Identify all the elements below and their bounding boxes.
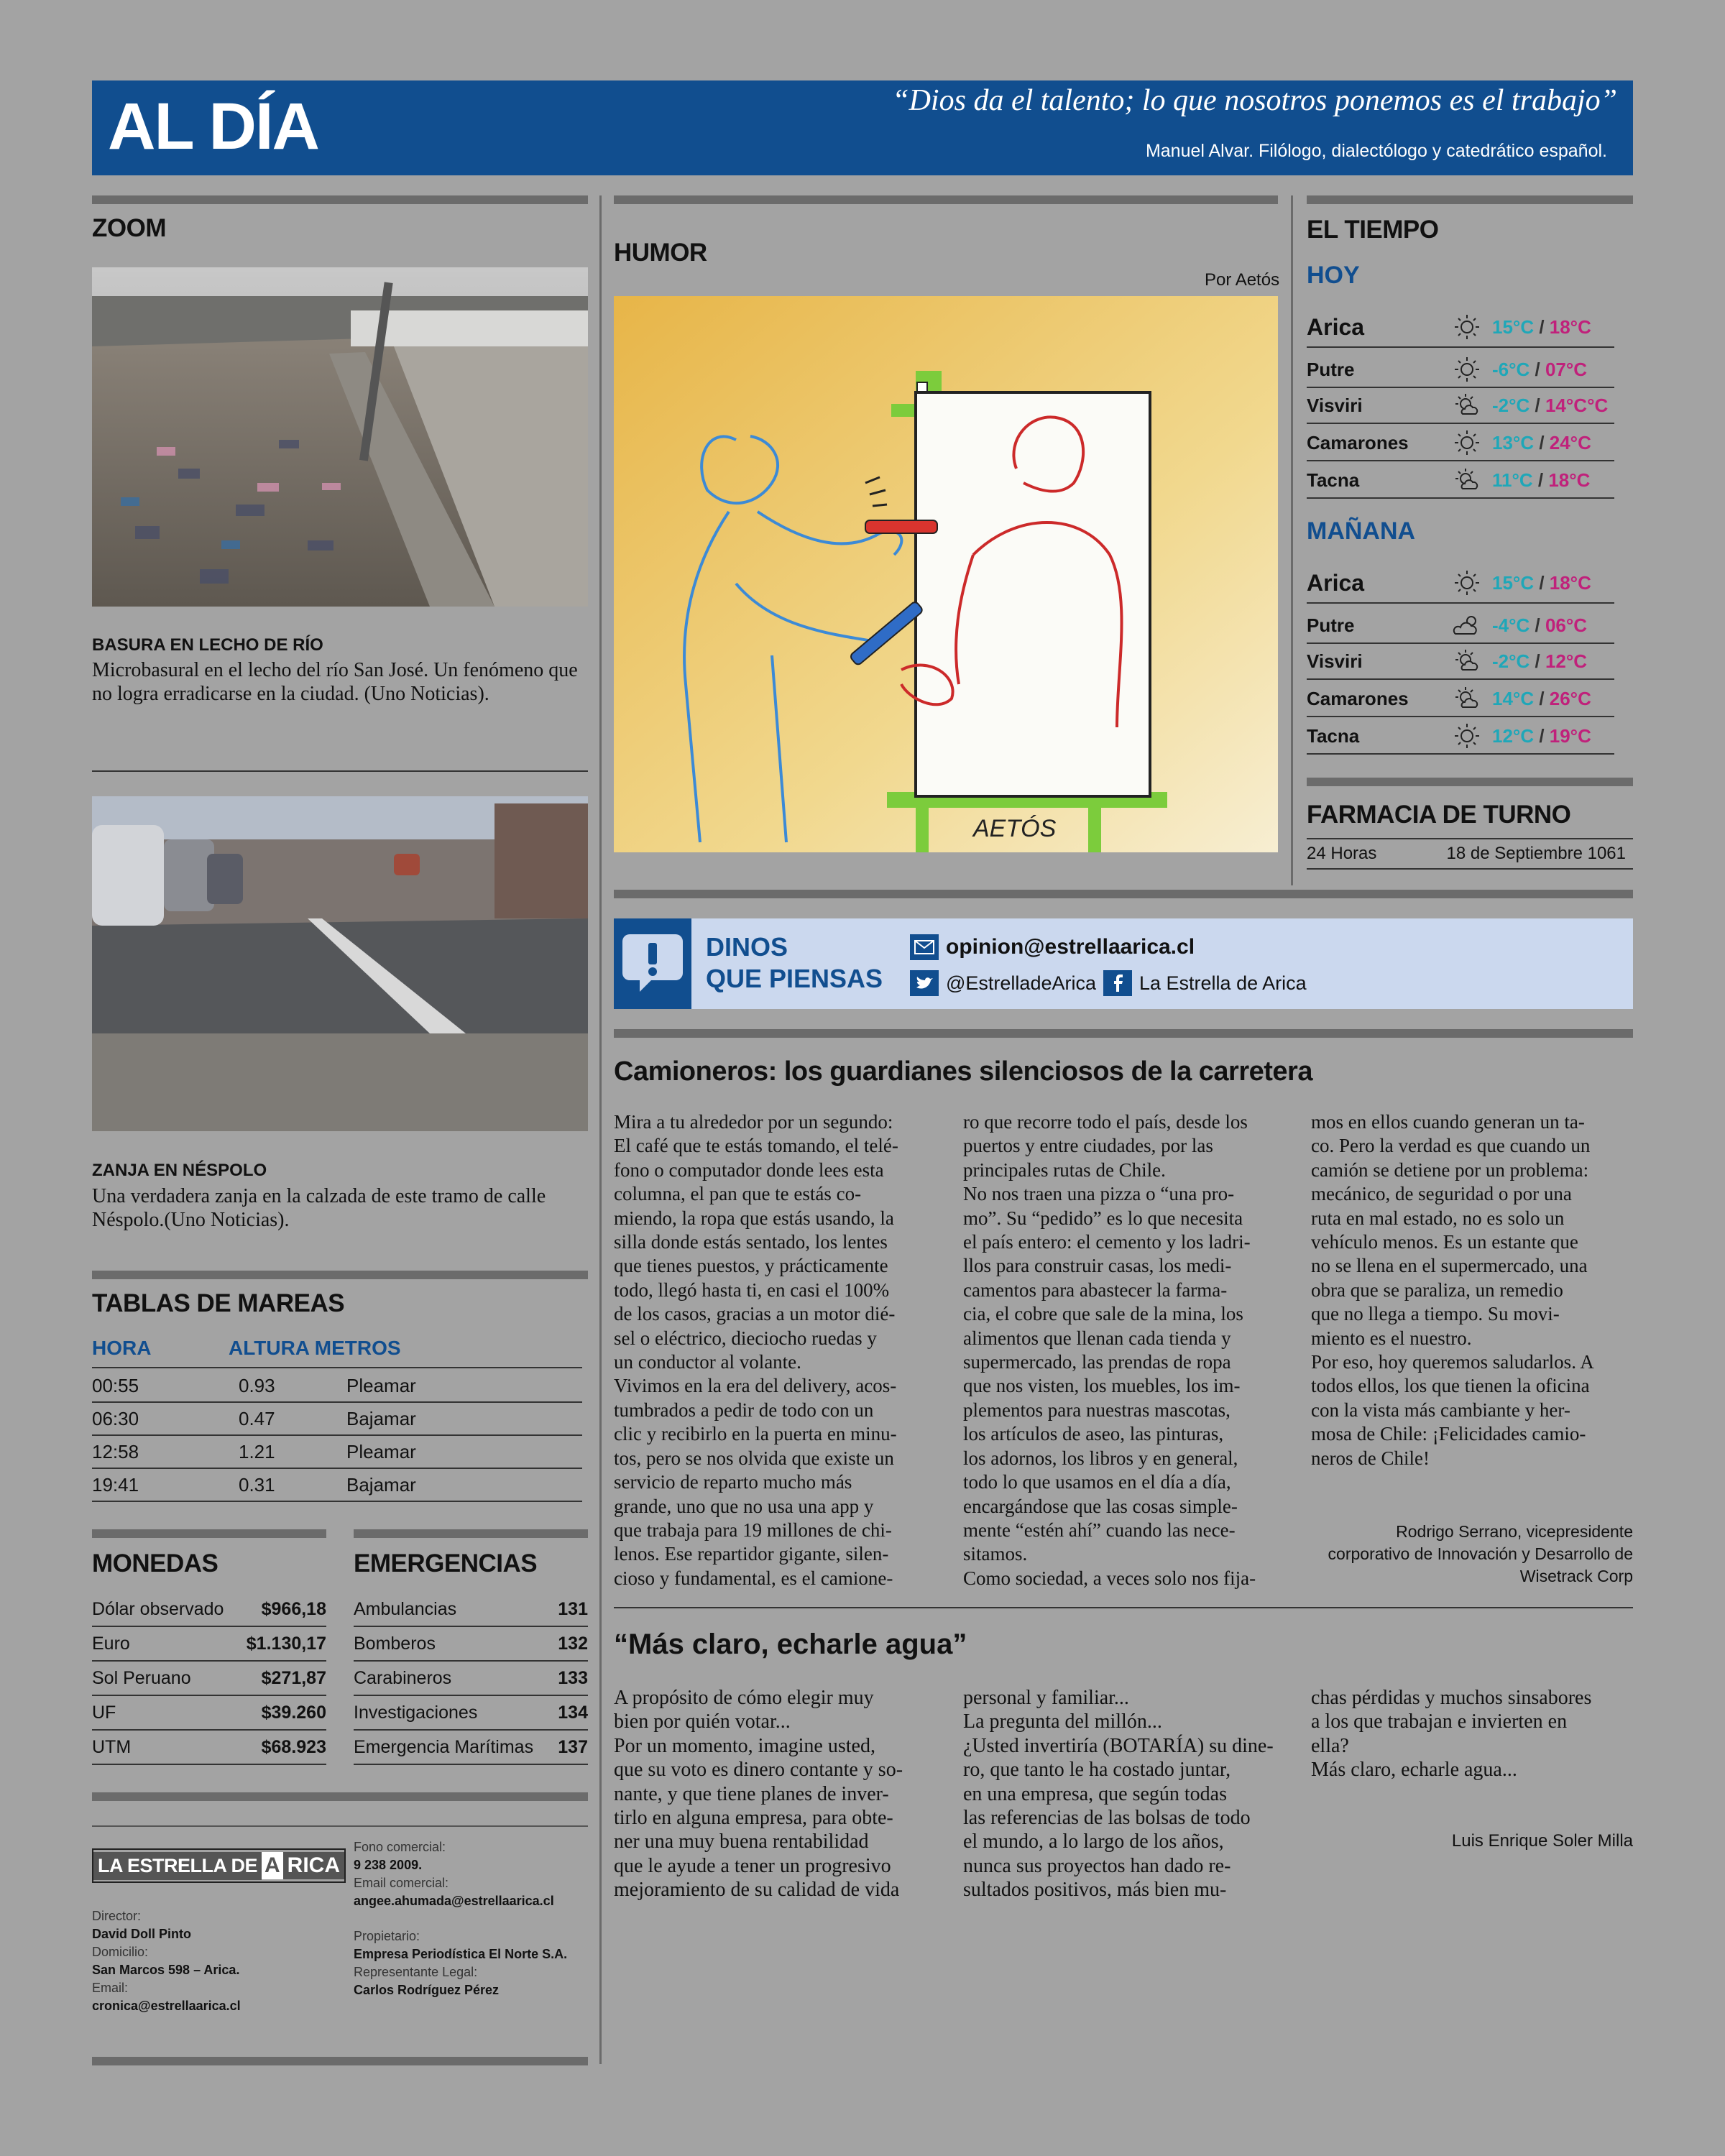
divider <box>92 770 588 772</box>
propietario: Empresa Periodística El Norte S.A. <box>354 1947 568 1961</box>
section-bar <box>354 1529 588 1538</box>
sun-cloud-icon <box>1450 466 1484 494</box>
twitter-icon[interactable] <box>910 970 939 996</box>
tide-hora: 12:58 <box>92 1440 139 1462</box>
director-label: Director: <box>92 1909 142 1923</box>
weather-row: Putre -4°C / 06°C <box>1307 608 1614 644</box>
header-quote-author: Manuel Alvar. Filólogo, dialectólogo y catedrático español. <box>1145 141 1607 161</box>
emergency-name: Investigaciones <box>354 1702 478 1723</box>
section-bar <box>1307 195 1633 204</box>
divider <box>1307 838 1633 839</box>
photo2-caption-body: Una verdadera zanja en la calzada de este tramo de calle Néspolo.(Uno Noticias). <box>92 1185 546 1231</box>
tides-col-hora: HORA <box>92 1337 152 1359</box>
tide-tipo: Pleamar <box>346 1374 416 1396</box>
tide-hora: 00:55 <box>92 1374 139 1396</box>
divider <box>92 1367 582 1368</box>
currency-row <box>92 1662 326 1696</box>
temp-min: 14°C <box>1492 687 1535 709</box>
weather-row: Putre -6°C / 07°C <box>1307 352 1614 388</box>
temp-min: -2°C <box>1492 650 1530 672</box>
tide-tipo: Bajamar <box>346 1407 416 1429</box>
article1-col1: Mira a tu alrededor por un segundo: El café que te estás tomando, el telé- fono o computador donde lees esta columna, el pan que te estás co- miendo, la ropa que estás usando, la silla donde estás sentado, los lentes que tienes puestos, y prácticamente todo, llegó hasta ti, en casi el 100% de los casos, gracias a un motor dié- sel o eléctrico, dieciocho ruedas y un conductor al volante. Vivimos en la era del delivery, acos- tumbrados a pedir de todo con un clic y recibirlo en la puerta en minu- tos, pero se nos olvida que existe un servicio de reparto mucho más grande, uno que no usa una app y que trabaja para 19 millones de chi- lenos. Ese repartidor gigante, silen- cioso y fundamental, es el camione- <box>614 1111 898 1589</box>
currency-value: $39.260 <box>261 1702 326 1723</box>
weather-city: Camarones <box>1307 687 1409 709</box>
divider <box>92 1825 588 1827</box>
emergencias-title: EMERGENCIAS <box>354 1549 538 1577</box>
section-bar <box>92 1271 588 1279</box>
temp-max: 18°C <box>1548 469 1591 491</box>
photo1-caption-body: Microbasural en el lecho del río San José. Un fenómeno que no logra erradicarse en la ciudad. (Uno Noticias). <box>92 659 578 705</box>
colophon-right <box>354 1838 567 1999</box>
dinos-email-text[interactable]: opinion@estrellaarica.cl <box>946 935 1195 959</box>
pharmacy-hours: 24 Horas <box>1307 844 1377 863</box>
emergency-row <box>354 1627 588 1662</box>
temp-min: -4°C <box>1492 614 1530 636</box>
temp-min: 15°C <box>1492 571 1535 594</box>
pharmacy-title: FARMACIA DE TURNO <box>1307 801 1571 829</box>
weather-city: Arica <box>1307 313 1365 340</box>
weather-city: Putre <box>1307 614 1355 636</box>
currency-row <box>92 1627 326 1662</box>
weather-row: Camarones 14°C / 26°C <box>1307 681 1614 717</box>
page-header <box>92 80 1633 175</box>
emergency-row <box>354 1593 588 1627</box>
domicilio-label: Domicilio: <box>92 1945 149 1959</box>
emergency-row <box>354 1662 588 1696</box>
tide-hora: 06:30 <box>92 1407 139 1429</box>
tide-row <box>92 1403 582 1436</box>
currency-row <box>92 1731 326 1765</box>
author-line: Wisetrack Corp <box>1519 1567 1633 1585</box>
logo-letter-a-icon: A <box>262 1852 283 1879</box>
article2-author: Luis Enrique Soler Milla <box>1451 1831 1633 1851</box>
dinos-box <box>614 918 1633 1009</box>
section-bar <box>614 890 1633 898</box>
logo-text-right: RICA <box>283 1852 344 1879</box>
currency-name: Sol Peruano <box>92 1667 191 1688</box>
author-line: corporativo de Innovación y Desarrollo de <box>1328 1544 1633 1563</box>
temp-max: 12°C <box>1545 650 1588 672</box>
cloud-icon <box>1450 611 1484 640</box>
weather-row: Arica 15°C / 18°C <box>1307 563 1614 604</box>
section-bar <box>614 1029 1633 1038</box>
section-bar <box>92 1529 326 1538</box>
author-line: Rodrigo Serrano, vicepresidente <box>1396 1522 1633 1541</box>
temp-max: 18°C <box>1549 315 1591 338</box>
article1-col3: mos en ellos cuando generan un ta- co. Pero la verdad es que cuando un camión se detiene por un problema: mecánico, de seguridad o por una ruta en mal estado, no es solo un vehículo menos. Es un estante que no se llena en el supermercado, una obra que se paraliza, un remedio que no llega a tiempo. Su movi- miento es el nuestro. Por eso, hoy queremos saludarlos. A todos ellos, los que tienen la oficina con la vista más cambiante y her- mosa de Chile: ¡Felicidades camio- neros de Chile! <box>1311 1111 1594 1469</box>
dinos-twitter[interactable]: @EstrelladeArica <box>946 972 1096 994</box>
currency-name: UF <box>92 1702 116 1723</box>
weather-city: Tacna <box>1307 469 1360 491</box>
sun-icon <box>1450 313 1484 341</box>
email-com-label: Email comercial: <box>354 1876 449 1890</box>
section-bar <box>92 1792 588 1801</box>
emergency-row <box>354 1696 588 1731</box>
article2-title: “Más claro, echarle agua” <box>614 1628 967 1660</box>
logo-text-left: LA ESTRELLA DE <box>93 1852 262 1880</box>
temp-max: 19°C <box>1549 724 1591 747</box>
facebook-icon[interactable] <box>1103 970 1132 996</box>
tide-altura: 0.31 <box>239 1473 275 1496</box>
humor-credit: Por Aetós <box>1205 270 1280 290</box>
currency-value: $68.923 <box>261 1736 326 1757</box>
photo2-caption-head: ZANJA EN NÉSPOLO <box>92 1161 267 1180</box>
section-bar <box>1307 778 1633 786</box>
tide-row <box>92 1469 582 1502</box>
email[interactable]: cronica@estrellaarica.cl <box>92 1999 241 2013</box>
director: David Doll Pinto <box>92 1927 192 1941</box>
photo1-caption-head: BASURA EN LECHO DE RÍO <box>92 635 323 655</box>
divider <box>614 1607 1633 1608</box>
weather-city: Tacna <box>1307 724 1360 747</box>
sun-cloud-icon <box>1450 391 1484 420</box>
section-bar <box>92 195 588 204</box>
dinos-line2: QUE PIENSAS <box>706 964 883 993</box>
tide-altura: 0.93 <box>239 1374 275 1396</box>
temp-min: -6°C <box>1492 358 1530 380</box>
tide-row <box>92 1436 582 1469</box>
weather-today-label: HOY <box>1307 262 1360 289</box>
temp-min: 15°C <box>1492 315 1535 338</box>
article1-col2: ro que recorre todo el país, desde los puertos y entre ciudades, por las principales rutas de Chile. No nos traen una pizza o “una pro- mo”. Su “pedido” es lo que necesita el país entero: el cemento y los ladri- llos para construir casas, los medi- camentos para abastecer la farma- cia, el cobre que sale de la mina, los alimentos que llenan cada tienda y supermercado, las prendas de ropa que nos visten, los muebles, los im- plementos para nuestras mascotas, los artículos de aseo, las pinturas, los adornos, los libros y en general, todo lo que usamos en el día a día, encargándose que las cosas simple- mente “estén ahí” cuando las nece- sitamos. Como sociedad, a veces solo nos fija- <box>963 1111 1256 1589</box>
emergency-number: 132 <box>558 1633 588 1654</box>
weather-row: Tacna 12°C / 19°C <box>1307 719 1614 755</box>
weather-city: Arica <box>1307 569 1365 596</box>
temp-min: 12°C <box>1492 724 1535 747</box>
currency-value: $271,87 <box>261 1667 326 1688</box>
mail-icon <box>910 934 939 960</box>
tide-tipo: Pleamar <box>346 1440 416 1462</box>
tide-hora: 19:41 <box>92 1473 139 1496</box>
article2-col3: chas pérdidas y muchos sinsabores a los que trabajan e invierten en ella? Más claro, echarle agua... <box>1311 1687 1592 1782</box>
section-logo: AL DÍA <box>108 90 318 163</box>
header-quote: “Dios da el talento; lo que nosotros ponemos es el trabajo” <box>892 84 1617 117</box>
cartoon-signature: AETÓS <box>973 815 1057 842</box>
rep-label: Representante Legal: <box>354 1965 478 1979</box>
newspaper-logo <box>92 1848 346 1883</box>
colophon-left <box>92 1907 241 2015</box>
domicilio: San Marcos 598 – Arica. <box>92 1963 240 1977</box>
emergency-name: Bomberos <box>354 1633 436 1654</box>
dinos-social <box>910 970 1307 996</box>
tide-row <box>92 1370 582 1403</box>
temp-max: 07°C <box>1545 358 1588 380</box>
rep: Carlos Rodríguez Pérez <box>354 1983 500 1997</box>
currency-name: UTM <box>92 1736 132 1757</box>
emergency-row <box>354 1731 588 1765</box>
photo-trash-riverbed <box>92 267 588 607</box>
sun-cloud-icon <box>1450 684 1484 713</box>
sun-icon <box>1450 722 1484 750</box>
email-label: Email: <box>92 1981 129 1995</box>
emergency-number: 134 <box>558 1702 588 1723</box>
dinos-line1: DINOS <box>706 932 788 962</box>
weather-row: Tacna 11°C / 18°C <box>1307 463 1614 499</box>
weather-title: EL TIEMPO <box>1307 216 1439 244</box>
temp-max: 24°C <box>1549 431 1591 453</box>
emergency-name: Carabineros <box>354 1667 452 1688</box>
currency-value: $1.130,17 <box>246 1633 326 1654</box>
temp-min: 13°C <box>1492 431 1535 453</box>
weather-row: Visviri -2°C / 12°C <box>1307 644 1614 680</box>
humor-title: HUMOR <box>614 239 707 267</box>
currency-name: Dólar observado <box>92 1598 224 1619</box>
temp-min: -2°C <box>1492 394 1530 416</box>
zoom-title: ZOOM <box>92 214 166 242</box>
article1-author <box>1328 1521 1633 1588</box>
tide-altura: 1.21 <box>239 1440 275 1462</box>
weather-city: Camarones <box>1307 431 1409 453</box>
article1-title: Camioneros: los guardianes silenciosos de la carretera <box>614 1056 1312 1087</box>
photo-street-trench <box>92 796 588 1131</box>
currency-value: $966,18 <box>261 1598 326 1619</box>
sun-icon <box>1450 428 1484 457</box>
dinos-email[interactable] <box>910 934 1195 960</box>
currency-row <box>92 1593 326 1627</box>
emergency-number: 137 <box>558 1736 588 1757</box>
email-com[interactable]: angee.ahumada@estrellaarica.cl <box>354 1894 554 1908</box>
weather-row: Arica 15°C / 18°C <box>1307 308 1614 348</box>
currency-row <box>92 1696 326 1731</box>
section-bar <box>92 2057 588 2065</box>
emergency-name: Ambulancias <box>354 1598 457 1619</box>
section-bar <box>614 195 1278 204</box>
temp-max: 18°C <box>1549 571 1591 594</box>
temp-max: 26°C <box>1549 687 1591 709</box>
pharmacy-address: 18 de Septiembre 1061 <box>1446 844 1626 863</box>
column-divider <box>1291 195 1293 885</box>
tide-tipo: Bajamar <box>346 1473 416 1496</box>
fono: 9 238 2009. <box>354 1858 423 1872</box>
currency-name: Euro <box>92 1633 130 1654</box>
dinos-facebook[interactable]: La Estrella de Arica <box>1139 972 1307 994</box>
sun-cloud-icon <box>1450 647 1484 676</box>
pharmacy-row <box>1307 844 1633 870</box>
weather-row: Camarones 13°C / 24°C <box>1307 425 1614 461</box>
emergency-number: 131 <box>558 1598 588 1619</box>
column-divider <box>599 195 602 2064</box>
humor-cartoon <box>614 296 1278 852</box>
weather-city: Putre <box>1307 358 1355 380</box>
temp-max: 06°C <box>1545 614 1588 636</box>
exclamation-bubble-icon <box>614 918 691 1009</box>
monedas-title: MONEDAS <box>92 1549 218 1577</box>
propietario-label: Propietario: <box>354 1929 420 1943</box>
temp-max: 14°C°C <box>1545 394 1609 416</box>
fono-label: Fono comercial: <box>354 1840 446 1854</box>
weather-row: Visviri -2°C / 14°C°C <box>1307 388 1614 424</box>
article2-col1: A propósito de cómo elegir muy bien por quién votar... Por un momento, imagine usted, que su voto es dinero contante y so- nante, y que tiene planes de inver- tirlo en alguna empresa, para obte- ner una muy buena rentabilidad que le ayude a tener un progresivo mejoramiento de su calidad de vida <box>614 1687 903 1902</box>
weather-city: Visviri <box>1307 394 1363 416</box>
tide-altura: 0.47 <box>239 1407 275 1429</box>
tides-title: TABLAS DE MAREAS <box>92 1289 345 1317</box>
temp-min: 11°C <box>1492 469 1533 491</box>
weather-tomorrow-label: MAÑANA <box>1307 517 1416 545</box>
sun-icon <box>1450 568 1484 597</box>
article2-col2: personal y familiar... La pregunta del millón... ¿Usted invertiría (BOTARÍA) su dine- ro, que tanto le ha costado juntar, en una empresa, que según todas las referencias de las bolsas de todo el mundo, a lo largo de los años, nunca sus proyectos han dado re- sultados positivos, más bien mu- <box>963 1687 1274 1902</box>
emergency-number: 133 <box>558 1667 588 1688</box>
sun-icon <box>1450 355 1484 384</box>
tides-col-altura: ALTURA METROS <box>229 1337 401 1359</box>
emergency-name: Emergencia Marítimas <box>354 1736 534 1757</box>
weather-city: Visviri <box>1307 650 1363 672</box>
